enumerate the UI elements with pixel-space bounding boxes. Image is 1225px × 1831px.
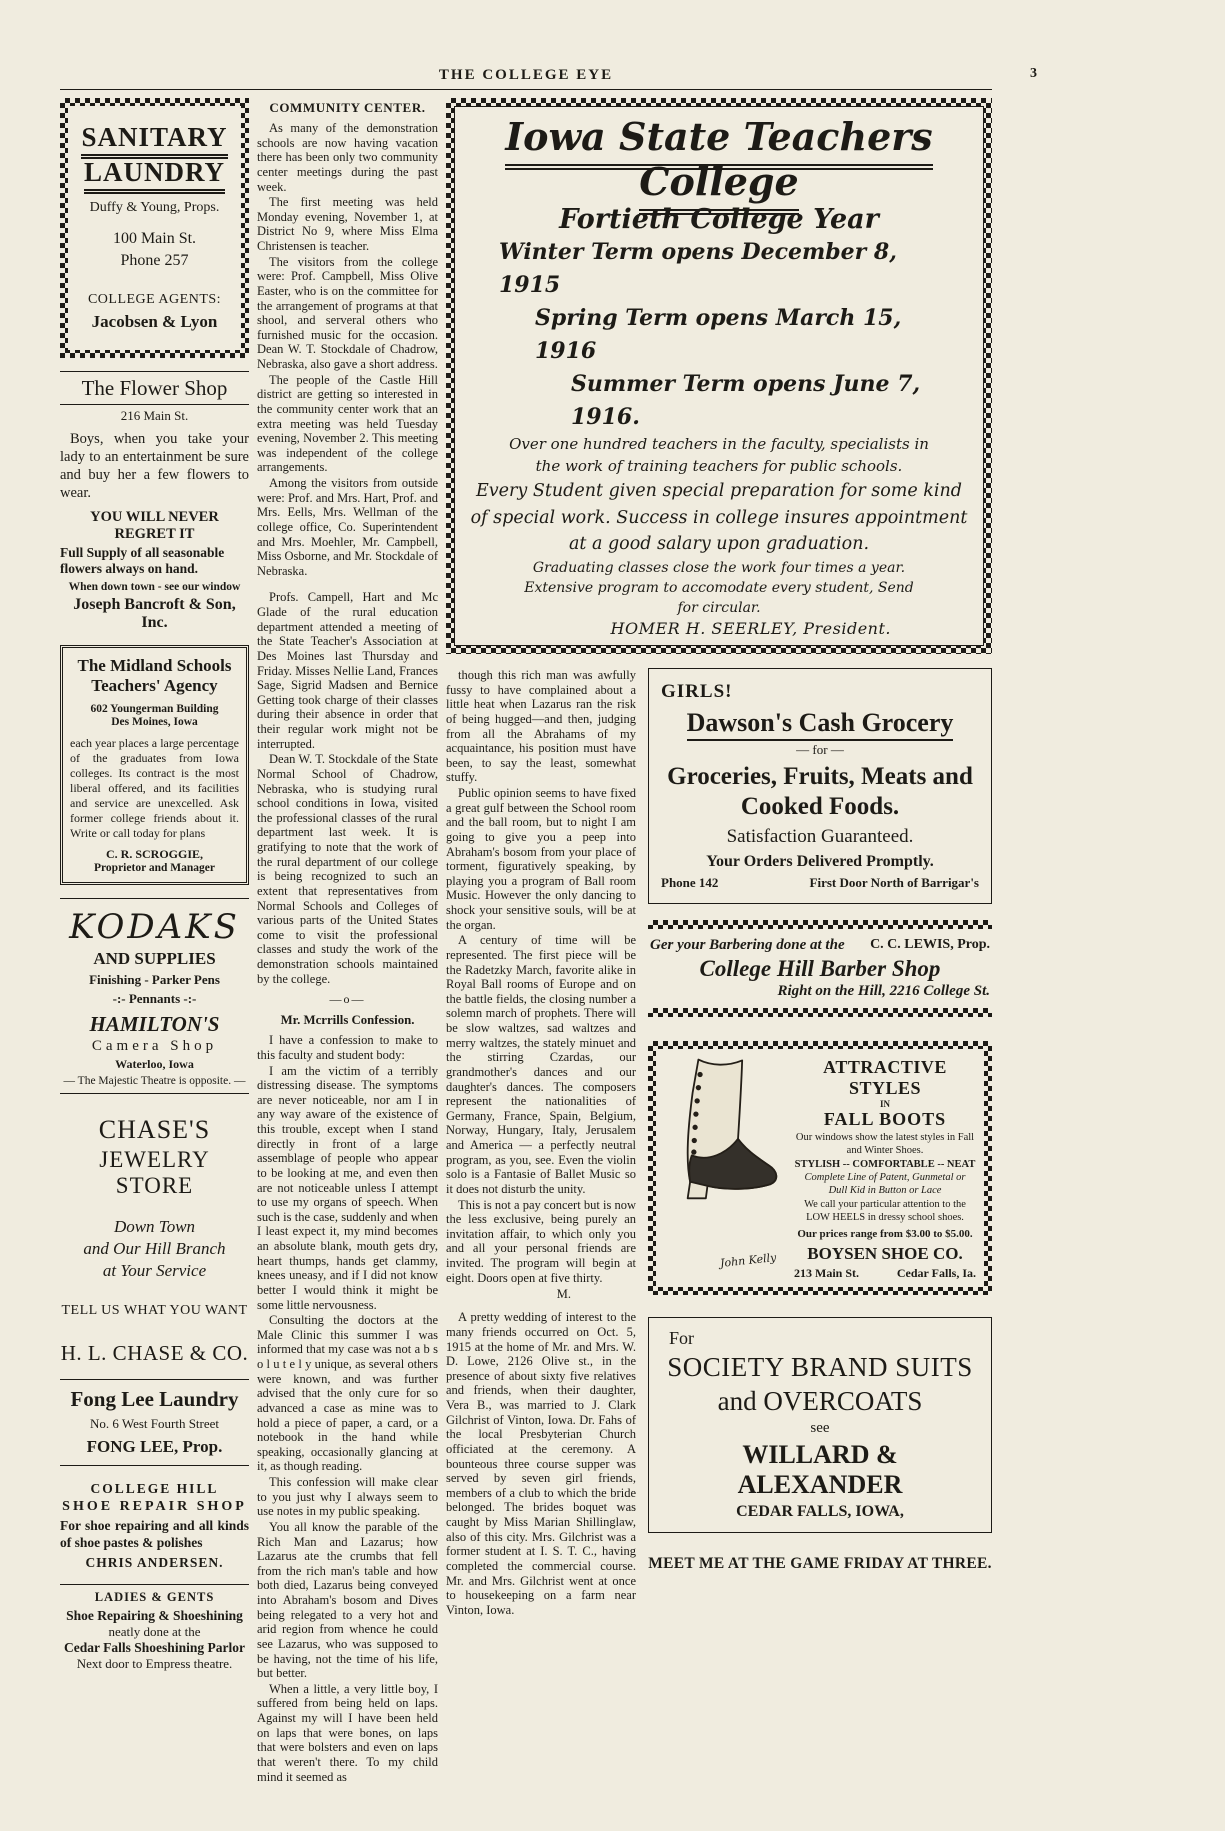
window-note: When down town - see our window	[68, 580, 241, 593]
services-line: Finishing - Parker Pens	[89, 971, 220, 987]
article-paragraphs	[257, 590, 438, 986]
willard-alexander-ad	[648, 1317, 992, 1533]
proprietor-name: C. C. LEWIS, Prop.	[870, 937, 990, 952]
business-name: Joseph Bancroft & Son, Inc.	[73, 595, 236, 631]
newspaper-title: THE COLLEGE EYE	[438, 67, 614, 83]
term-line: Winter Term opens December 8, 1915	[499, 238, 897, 298]
article-subheading: Mr. Mcrrills Confession.	[280, 1013, 415, 1028]
location: Right on the Hill, 2216 College St.	[777, 983, 990, 999]
paragraph: Consulting the doctors at the Male Clinic this summer I was informed that my case was not a b s o l u t e l y unique, as several others were known, and was further advised that the only cure for so advanced a case as mine was to hold a piece of paper, a card, or a notebook in the hand while speaking, occasionally glancing at it, as though reading.	[257, 1313, 438, 1474]
ad-line: Ger your Barbering done at the	[650, 937, 845, 953]
slogan: TELL US WHAT YOU WANT	[61, 1302, 248, 1318]
ad-line: STYLISH -- COMFORTABLE -- NEAT	[794, 1159, 976, 1171]
phone: Phone 257	[120, 252, 189, 269]
girls-callout: GIRLS!	[661, 681, 733, 703]
in-label: IN	[879, 1099, 890, 1109]
goods-list: Groceries, Fruits, Meats and Cooked Foods.	[667, 763, 973, 820]
paragraph: though this rich man was awfully fussy to have complained about a little heat when Lazarus ran the risk of being hugged—and then, judging from all the Abrahams of my acquaintance, his position must have been, to say the least, somewhat stuffy.	[446, 668, 636, 785]
goods-line: SOCIETY BRAND SUITS	[667, 1352, 973, 1383]
phone: Phone 142	[661, 874, 719, 890]
paragraph: Public opinion seems to have fixed a great gulf between the School room and the ball room, but to night I am going to give you a peep into Abraham's bosom from your place of torment, figuratively speaking, by playing you a program of Ball room Music. However the only dancing to shock your sensitive souls, will be at the organ.	[446, 786, 636, 932]
ad-title: LADIES & GENTS	[94, 1589, 215, 1604]
page-number: 3	[1030, 66, 1037, 81]
paragraph: The visitors from the college were: Prof. Campbell, Miss Olive Easter, who is on the committee for the arrangement of programs at that shool, and serveral others who furnished music for the occasion. Dean W. T. Stockdale of Chadrow, Nebraska, also gave a short address.	[257, 254, 438, 371]
satisfaction-line: Satisfaction Guaranteed.	[726, 826, 914, 848]
business-name: College Hill Barber Shop	[699, 956, 941, 981]
page-content	[60, 98, 992, 1785]
city: CEDAR FALLS, IOWA,	[736, 1502, 904, 1520]
for-label: — for —	[796, 741, 844, 757]
article-paragraphs	[257, 121, 438, 578]
ad-title: KODAKS	[69, 906, 240, 947]
address: 100 Main St.	[112, 230, 197, 247]
iowa-state-teachers-college-ad	[446, 98, 992, 654]
ad-title-line: JEWELRY STORE	[99, 1146, 210, 1198]
business-name: HAMILTON'S	[89, 1011, 220, 1036]
address-line: Des Moines, Iowa	[111, 715, 198, 728]
business-name-text: Dawson's Cash Grocery	[687, 708, 954, 741]
kodaks-hamiltons-ad	[60, 898, 249, 1094]
wedding-article	[446, 1310, 636, 1617]
for-label: For	[669, 1328, 695, 1349]
faculty-note: Over one hundred teachers in the faculty, specialists in the work of training teachers for public schools.	[509, 435, 929, 476]
paragraph: As many of the demonstration schools are now having vacation there has been only two community center meetings during the past week.	[257, 121, 438, 194]
price-line: Our prices range from $3.00 to $5.00.	[797, 1227, 973, 1240]
paragraph: When a little, a very little boy, I suffered from being held on laps. Against my will I have been held on laps that were bones, on laps that were bolsters and even on laps that weren't there. To my child mind it seemed as	[257, 1681, 438, 1784]
boot-brand-signature: John Kelly	[719, 1250, 777, 1270]
paragraph: The people of the Castle Hill district are getting so interested in the community center work that an extra meeting was held Tuesday evening, November 2. This meeting was independent of the college arrangements.	[257, 372, 438, 475]
tagline: at Your Service	[102, 1260, 207, 1280]
ad-title-line: SHOE REPAIR SHOP	[62, 1498, 247, 1514]
boysen-shoe-ad	[648, 1041, 992, 1295]
ad-title-line: The Midland Schools	[77, 655, 232, 675]
author-initial: M.	[556, 1287, 571, 1302]
ad-body: For shoe repairing and all kinds of shoe pastes & polishes	[60, 1517, 249, 1550]
paragraph: You all know the parable of the Rich Man and Lazarus; how Lazarus ate the crumbs that fell from the rich man's table and how both died, Lazarus being conveyed into Abraham's bosom and Dives being relegated to a very hot and arid region from whence he could see Lazarus, who was supposed to be having, not the time of his life, but better.	[257, 1519, 438, 1681]
boot-illustration	[662, 1053, 790, 1283]
fong-lee-laundry-ad	[60, 1379, 249, 1466]
ad-title: Fong Lee Laundry	[70, 1386, 239, 1411]
college-year: Fortieth College Year	[559, 204, 879, 236]
location-note: — The Majestic Theatre is opposite. —	[63, 1074, 246, 1087]
president-signature: HOMER H. SEERLEY, President.	[610, 619, 891, 639]
address-row	[794, 1266, 976, 1281]
address: No. 6 West Fourth Street	[89, 1415, 220, 1431]
business-name-2: Camera Shop	[91, 1037, 218, 1054]
college-name	[467, 114, 971, 204]
ad-title-line: FALL BOOTS	[823, 1109, 947, 1129]
graduating-note: Graduating classes close the work four times a year. Extensive program to accomodate every student, Send for circular.	[524, 559, 914, 617]
right-lower	[446, 668, 992, 1618]
term-line: Summer Term opens June 7, 1916.	[571, 370, 921, 430]
location: First Door North of Barrigar's	[809, 874, 979, 890]
flower-shop-ad	[60, 371, 249, 632]
agents-label: COLLEGE AGENTS:	[87, 292, 222, 307]
paragraph: Among the visitors from outside were: Prof. and Mrs. Hart, Prof. and Mrs. Eells, Mrs. Wellman of the college office, Co. Superintendent and Mrs. Moehler, Mr. Campbell, Miss Osborne, and Mr. Stockdale of Nebraska.	[257, 476, 438, 578]
tagline: Down Town	[113, 1216, 196, 1236]
agents-name: Jacobsen & Lyon	[91, 312, 218, 331]
term-line: Spring Term opens March 15, 1916	[535, 304, 902, 364]
ad-body: each year places a large percentage of the graduates from Iowa colleges. Its contract is the most liberal offered, and its facilities and service are unexcelled. Ask former college friends about it. Write or call today for plans	[70, 735, 239, 840]
college-name-text: Iowa State Teachers College	[505, 114, 932, 215]
proprietors: Duffy & Young, Props.	[89, 200, 220, 215]
term-dates	[479, 236, 959, 434]
sanitary-laundry-inner	[68, 106, 241, 350]
paragraph: Profs. Campell, Hart and Mc Glade of the rural education department attended a meeting of the State Teacher's Association at Des Moines last Thursday and Friday. Misses Nellie Land, Frances Sage, Sigrid Madsen and Bernice Getting took charge of their classes during their absence in order that their regular work might not be interrupted.	[257, 590, 438, 751]
proprietor-name: FONG LEE, Prop.	[86, 1436, 223, 1456]
section-divider: —o—	[329, 992, 366, 1007]
see-label: see	[810, 1419, 830, 1436]
address: 216 Main St.	[120, 408, 189, 423]
paragraph: This confession will make clear to you just why I always seem to use notes in my public speaking.	[257, 1475, 438, 1519]
ad-title-line: ATTRACTIVE STYLES	[823, 1057, 947, 1098]
ad-body: Boys, when you take your lady to an entertainment be sure and buy her a few flowers to wear.	[60, 431, 249, 502]
print-area	[60, 66, 1037, 1785]
shoeshining-parlor-ad	[60, 1584, 249, 1672]
ad-title-line: Teachers' Agency	[91, 675, 218, 695]
contact-row	[661, 875, 979, 891]
city: Waterloo, Iowa	[115, 1056, 194, 1071]
istc-ad-inner	[454, 106, 984, 646]
barber-shop-ad	[648, 920, 992, 1017]
dawsons-grocery-ad	[648, 668, 992, 904]
article-paragraphs	[446, 668, 636, 1285]
ad-title-text: LAUNDRY	[84, 157, 225, 194]
boot-drawing-icon	[662, 1053, 786, 1214]
midland-agency-ad	[60, 645, 249, 885]
ad-title-line: COLLEGE HILL	[90, 1480, 219, 1496]
boysen-ad-inner	[656, 1049, 984, 1287]
article-heading: COMMUNITY CENTER.	[269, 100, 426, 115]
ad-title-line	[76, 157, 233, 188]
address: 213 Main St.	[794, 1265, 860, 1280]
chases-jewelry-ad	[60, 1107, 249, 1366]
ad-line: We call your particular attention to the LOW HEELS in dressy school shoes.	[804, 1199, 966, 1223]
paragraph: Dean W. T. Stockdale of the State Normal School of Chadrow, Nebraska, who is studying rural school conditions in Iowa, visited the professional classes of the rural department last week. It is gratifying to note that the work of the rural department of our college is being recognized to such an extent that representatives from Normal Schools and Colleges of various parts of the United States come to visit the professional classes and study the work of the demonstration schools maintained by the college.	[257, 752, 438, 986]
business-name: H. L. CHASE & CO.	[60, 1340, 249, 1365]
special-note: Every Student given special preparation for some kind of special work. Success in college insures appointment at a good salary upon graduation.	[470, 481, 968, 554]
paragraph: I am the victim of a terribly distressing disease. The symptoms are never noticeable, nor am I in any way aware of the existence of this trouble, except when I stand directly in front of a large assemblage of people who appear to be looking at me, and even then are not noticeable unless I attempt to use my organs of speech. When such is the case, suddenly and when I least expect it, my mind becomes an absolute blank, mouth gets dry, heart thumps, hands get clammy, knees uneasy, and if I did not know better I would think it might be some little nervousness.	[257, 1063, 438, 1312]
ornament-divider	[648, 1008, 992, 1017]
paragraph: A century of time will be represented. The first piece will be the Radetzky March, favorite alike in Royal Ball rooms of Europe and on the battle fields, the closing number a solemn march of prophets. There will be slow waltzes, sad waltzes and merry waltzes, the stately minuet and the stirring Czardas, our grandmother's dances and our daughter's dances. The composers represent the nationalities of Germany, France, Spain, Belgium, Norway, Hungary, Italy, Jerusalem and America — a perfectly neutral program, as you, see. Even the violin solo is a Fantasie of Ballet Music so it does not disturb the unity.	[446, 933, 636, 1196]
slogan: YOU WILL NEVER REGRET IT	[90, 508, 219, 542]
community-center-column	[257, 98, 438, 1785]
services-line: -:- Pennants -:-	[112, 990, 197, 1006]
business-name: Cedar Falls Shoeshining Parlor	[64, 1639, 245, 1655]
masthead	[60, 66, 1037, 90]
address-line: 602 Youngerman Building	[90, 702, 219, 715]
ad-title-line: CHASE'S	[98, 1114, 211, 1144]
ornament-divider	[648, 920, 992, 929]
sanitary-laundry-ad	[60, 98, 249, 358]
proprietor-name: CHRIS ANDERSEN.	[85, 1554, 224, 1570]
ad-line: Shoe Repairing & Shoeshining	[66, 1607, 243, 1623]
ad-line: neatly done at the	[108, 1623, 201, 1639]
meet-me-line: MEET ME AT THE GAME FRIDAY AT THREE.	[648, 1554, 992, 1572]
city: Cedar Falls, Ia.	[896, 1265, 976, 1280]
ad-subtitle: AND SUPPLIES	[93, 948, 216, 968]
left-ad-column	[60, 98, 249, 1685]
paragraph: This is not a pay concert but is now the less exclusive, being purely an invitation affair, to which only you and all your personal friends are invited. The program will begin at eight. Doors open at five thirty.	[446, 1197, 636, 1285]
proprietor-title: Proprietor and Manager	[94, 861, 215, 874]
barber-top-row	[650, 937, 990, 954]
article-continuation-column	[446, 668, 636, 1618]
business-name	[661, 708, 979, 738]
paragraph: The first meeting was held Monday evening, November 1, at District No 9, where Miss Elma Christensen is teacher.	[257, 195, 438, 253]
business-name: WILLARD & ALEXANDER	[737, 1439, 903, 1499]
shoe-repair-ad	[60, 1479, 249, 1571]
ad-title-text: SANITARY	[81, 122, 227, 159]
paragraph: A pretty wedding of interest to the many friends occurred on Oct. 5, 1915 at the home of Mr. and Mrs. W. D. Lowe, 2126 Olive st., in the presence of about sixty five relatives and friends, when their daughter, Vera B., was married to J. Clark Gilchrist of Vinton, Iowa. Dr. Fahs of the local Presbyterian Church officiated at the ceremony. A bounteous three course supper was served by seven girl friends, members of a club to which the bride belonged. The brides boquet was caught by Miss Marian Shillinglaw, also of this city. Mrs. Gilchrist was a former student at I. S. T. C., having completed the commercial course. Mr. and Mrs. Gilchrist went at once to housekeeping on a farm near Vinton, Iowa.	[446, 1310, 636, 1617]
supply-note: Full Supply of all seasonable flowers always on hand.	[60, 544, 225, 576]
location-note: Next door to Empress theatre.	[76, 1655, 233, 1671]
ad-title-line	[76, 122, 233, 153]
business-name: BOYSEN SHOE CO.	[807, 1243, 963, 1263]
right-ad-column	[648, 668, 992, 1573]
tagline: and Our Hill Branch	[83, 1238, 226, 1258]
paragraph: I have a confession to make to this faculty and student body:	[257, 1033, 438, 1062]
delivery-line: Your Orders Delivered Promptly.	[706, 852, 934, 870]
article-paragraphs	[257, 1033, 438, 1784]
boysen-ad-text	[790, 1053, 978, 1283]
goods-line: and OVERCOATS	[717, 1386, 923, 1417]
right-region	[446, 98, 992, 1618]
ad-title: The Flower Shop	[60, 376, 249, 405]
ad-line: Our windows show the latest styles in Fall and Winter Shoes.	[795, 1132, 975, 1156]
ad-line: Complete Line of Patent, Gunmetal or Dull Kid in Button or Lace	[804, 1172, 966, 1196]
proprietor-name: C. R. SCROGGIE,	[105, 846, 203, 861]
